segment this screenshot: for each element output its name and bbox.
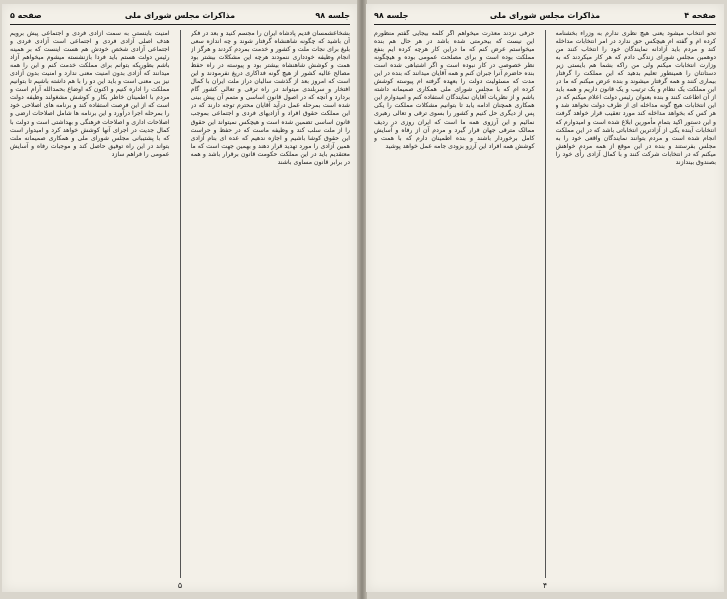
right-header-title: مذاکرات مجلس شورای ملی: [489, 11, 601, 20]
left-page-header: [10, 10, 350, 25]
left-header-title: مذاکرات مجلس شورای ملی: [124, 11, 236, 20]
column-divider: [180, 30, 181, 578]
left-page-columns: [10, 30, 350, 578]
left-header-page-label: صفحه ۵: [10, 11, 42, 20]
right-page-number: ۴: [542, 581, 548, 590]
right-header-session: جلسه ۹۸: [374, 11, 409, 20]
right-page: [366, 4, 724, 592]
right-page-column-right: تحو انتخاب میشود یعنی هیچ نظری ندارم به وزراء بخشنامه کرده ام و گفته ام هیچکس حق ندارد در امر انتخابات مداخله کند و مردم باید آزادانه نمایندگان خود را انتخاب کنند من دوهمین مجلس شورای زندگی دادم که هر کار میکردند که به وزارت انتخابات میکنم ولی من راکه بشما هم بایستی زیر دستانتان را همینطور تعلیم بدهید که این مملکت را گرفتار بیماری کنند و همه گرفتار میشوند و بنده عرض میکنم که ما در این مملکت یک نظام و یک ترتیب و یک قانون داریم و همه باید از آن اطاعت کنند و بنده بعنوان رئیس دولت اعلام میکنم که در این انتخابات هیچ گونه مداخله ای از طرف دولت نخواهد شد و هر کس که بخواهد مداخله کند مورد تعقیب قرار خواهد گرفت و این دستور اکید بتمام مأمورین ابلاغ شده است و امیدوارم که انتخابات آینده یکی از آزادترین انتخاباتی باشد که در این مملکت انجام شده است و مردم بتوانند نمایندگان واقعی خود را به مجلس بفرستند و بنده در این موقع از همه مردم خواهش میکنم که در انتخابات شرکت کنند و با کمال آزادی رأی خود را بصندوق بیندازند: [555, 30, 716, 166]
right-page-column-left: حرفی نزدند معذرت میخواهم اگر کلمه بیجایی گفتم منظورم این نیست که بیحرمتی شده باشد در هر حال هم بنده میخواستم عرض کنم که ما دراین کار هرچه کرده ایم بنفع مملکت بوده است و برای مصلحت عمومی بوده و هیچگونه نظر خصوصی در کار نبوده است و اگر اشتباهی شده است بنده حاضرم آنرا جبران کنم و همه آقایان میدانند که بنده در این مدت که مسئولیت دولت را بعهده گرفته ام پیوسته کوشش کرده ام که با مجلس شورای ملی همکاری صمیمانه داشته باشم و از نظریات آقایان نمایندگان استفاده کنم و امیدوارم این همکاری همچنان ادامه یابد تا بتوانیم مشکلات مملکت را یکی پس از دیگری حل کنیم و کشور را بسوی ترقی و تعالی رهبری نمائیم و این آرزوی همه ما است که ایران روزی در ردیف ممالک مترقی جهان قرار گیرد و مردم آن از رفاه و آسایش کامل برخوردار باشند و بنده اطمینان دارم که با همت و کوشش همه افراد این آرزو بزودی جامه عمل خواهد پوشید: [374, 30, 535, 150]
left-page-column-right: بشخاعشمسان قدیم پادشاه ایران را مجسم کنید و بعد در فکر آن باشید که چگونه شاهنشاه گرفتار شوند و چه اندازه سعی بلیغ برای نجات ملت و کشور و خدمت بمردم کردند و هرگز از انجام وظیفه خودداری ننمودند هرچه این مشکلات بیشتر بود همت و کوشش شاهنشاه بیشتر بود و پیوسته در راه حفظ مصالح عالیه کشور از هیچ گونه فداکاری دریغ نفرمودند و این است که امروز بعد از گذشت سالیان دراز ملت ایران با کمال افتخار و سربلندی میتواند در راه ترقی و تعالی کشور گام بردارد و آنچه که در اصول قانون اساسی و متمم آن پیش بینی شده است بمرحله عمل درآید آقایان محترم توجه دارند که در این مملکت حقوق افراد و آزادیهای فردی و اجتماعی بموجب قانون اساسی تضمین شده است و هیچکس نمیتواند این حقوق را از ملت سلب کند و وظیفه ماست که در حفظ و حراست این حقوق کوشا باشیم و اجازه ندهیم که عده ای بنام آزادی همین آزادی را مورد تهدید قرار دهند و بهمین جهت است که ما معتقدیم باید در این مملکت حکومت قانون برقرار باشد و همه در برابر قانون مساوی باشند: [190, 30, 350, 166]
right-header-page-label: صفحه ۴: [684, 11, 716, 20]
left-header-session: جلسه ۹۸: [315, 11, 350, 20]
left-page-number: ۵: [177, 581, 183, 590]
right-page-header: [374, 10, 716, 25]
left-page-column-left: امنیت باینستی به سمت آزادی فردی و اجتماعی پیش برویم هدف اصلی آزادی فردی و اجتماعی است آزادی فردی و اجتماعی آزادی شخص خودش هم هست اینست که بر همینه رئیس دولت هستم باید فردا بازنشسته میشوم میخواهم آزاد باشم بطوریکه بتوانم برای مملکت خدمت کنم و این را همه میدانند که آزادی بدون امنیت معنی ندارد و امنیت بدون آزادی نیز بی معنی است و باید این دو را با هم داشته باشیم تا بتوانیم مملکت را اداره کنیم و اکنون که اوضاع بحمدالله آرام است و مردم با اطمینان خاطر بکار و کوشش مشغولند وظیفه دولت است که از این فرصت استفاده کند و برنامه های اصلاحی خود را بمرحله اجرا درآورد و این برنامه ها شامل اصلاحات ارضی و اصلاحات اداری و اصلاحات فرهنگی و بهداشتی است و دولت با کمال جدیت در اجرای آنها کوشش خواهد کرد و امیدوار است که با پشتیبانی مجلس شورای ملی و همکاری صمیمانه ملت بتواند در این راه توفیق حاصل کند و موجبات رفاه و آسایش عمومی را فراهم سازد: [10, 30, 170, 158]
column-divider: [545, 30, 546, 578]
left-page: [2, 4, 358, 592]
right-page-columns: [374, 30, 716, 578]
